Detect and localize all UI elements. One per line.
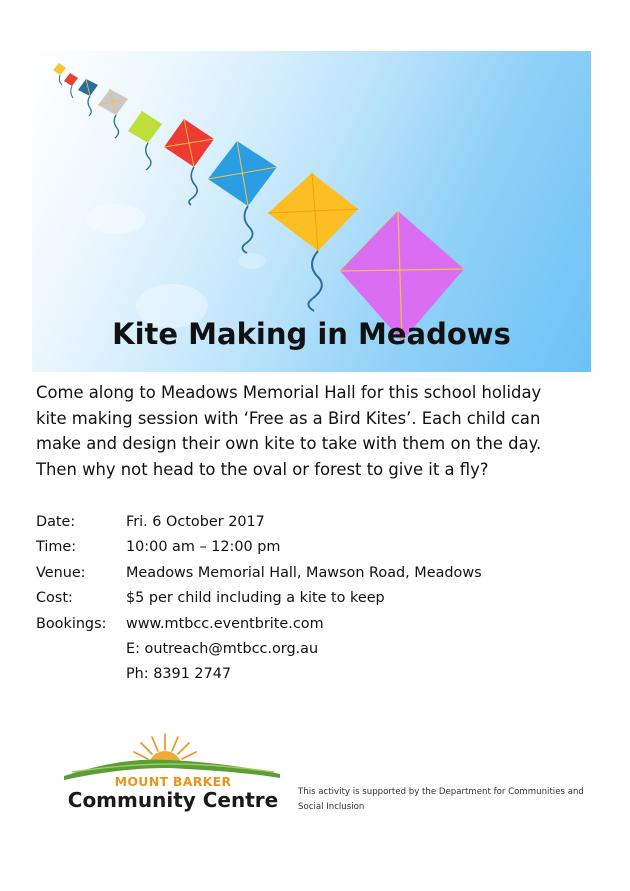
- page-title: Kite Making in Meadows: [112, 317, 511, 351]
- support-note: [298, 785, 598, 815]
- kite-orange: [268, 173, 358, 311]
- kite-lime: [128, 111, 162, 170]
- time-value: 10:00 am – 12:00 pm: [126, 539, 281, 556]
- support-line: Social Inclusion: [298, 802, 365, 812]
- detail-row-cost: [36, 586, 482, 611]
- kite-grey: [98, 89, 128, 138]
- detail-row-bookings: [36, 612, 482, 637]
- bookings-email-link[interactable]: E: outreach@mtbcc.org.au: [126, 641, 319, 658]
- time-label: Time:: [36, 539, 77, 556]
- spacer: [36, 637, 126, 662]
- logo-bottom-text: Community Centre: [67, 788, 279, 812]
- date-value: Fri. 6 October 2017: [126, 514, 265, 530]
- detail-row-phone: [36, 662, 482, 687]
- intro-line: Then why not head to the oval or forest to give it a fly?: [36, 459, 489, 479]
- bookings-phone: Ph: 8391 2747: [126, 666, 232, 683]
- date-label: Date:: [36, 514, 76, 530]
- hero-banner: [32, 51, 591, 372]
- bookings-label: Bookings:: [36, 615, 107, 632]
- support-line: This activity is supported by the Department for Communities and: [298, 787, 584, 797]
- detail-row-time: [36, 535, 482, 560]
- intro-paragraph: [36, 380, 596, 482]
- venue-label: Venue:: [36, 564, 86, 581]
- kite-red: [164, 119, 214, 205]
- event-details: [36, 510, 482, 688]
- kite-yellow-small: [53, 63, 66, 85]
- cost-value: $5 per child including a kite to keep: [126, 590, 385, 607]
- kite-navy: [78, 79, 98, 116]
- cost-label: Cost:: [36, 590, 73, 607]
- intro-line: kite making session with ‘Free as a Bird Kites’. Each child can: [36, 408, 541, 428]
- community-centre-logo: [62, 728, 284, 820]
- spacer: [36, 662, 126, 687]
- logo-top-text: MOUNT BARKER: [114, 774, 232, 789]
- kite-red-small: [64, 73, 78, 98]
- kite-blue: [208, 141, 277, 253]
- bookings-website-link[interactable]: www.mtbcc.eventbrite.com: [126, 615, 324, 632]
- venue-value: Meadows Memorial Hall, Mawson Road, Meadows: [126, 564, 482, 581]
- detail-row-venue: [36, 561, 482, 586]
- intro-line: make and design their own kite to take with them on the day.: [36, 434, 542, 453]
- detail-row-email: [36, 637, 482, 662]
- intro-line: Come along to Meadows Memorial Hall for this school holiday: [36, 383, 542, 402]
- detail-row-date: [36, 510, 482, 535]
